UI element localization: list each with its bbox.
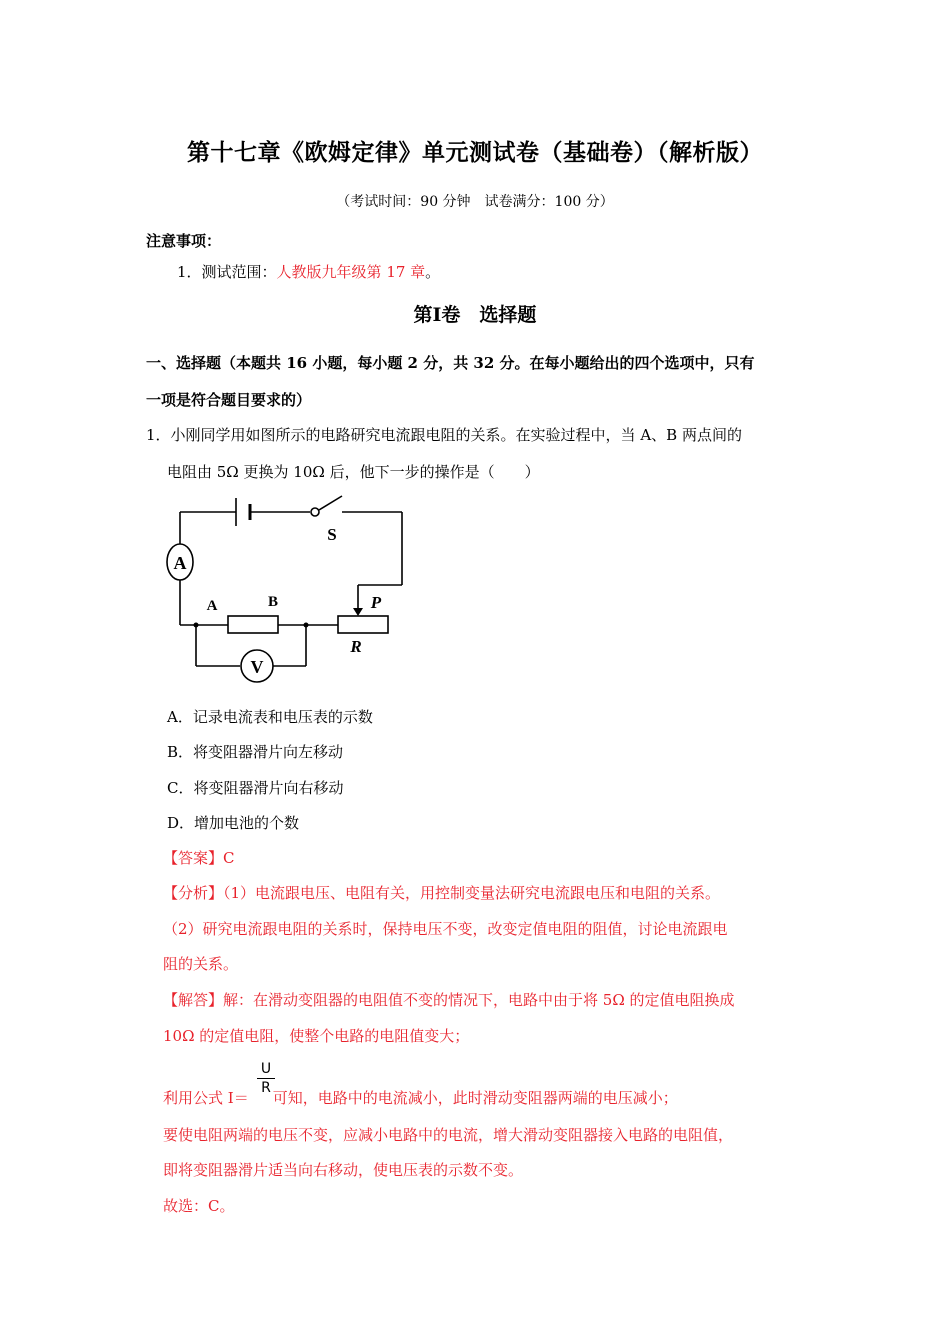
- fraction-u-over-r: [254, 1060, 278, 1097]
- formula-prefix: 利用公式 I＝: [163, 1089, 249, 1107]
- question-1-line1: 1．小刚同学用如图所示的电路研究电流跟电阻的关系。在实验过程中，当 A、B 两点间的: [146, 426, 742, 444]
- option-a: A．记录电流表和电压表的示数: [167, 708, 373, 726]
- analysis-line1: 【分析】（1）电流跟电压、电阻有关，用控制变量法研究电流跟电压和电阻的关系。: [163, 884, 721, 902]
- ammeter-label: A: [173, 553, 187, 573]
- point-a-label: A: [206, 598, 218, 614]
- exam-info: （考试时间：90 分钟 试卷满分：100 分）: [336, 194, 614, 210]
- solution-line1: 【解答】解：在滑动变阻器的电阻值不变的情况下，电路中由于将 5Ω 的定值电阻换成: [163, 991, 735, 1009]
- notice-label: 注意事项：: [146, 232, 222, 250]
- scope-highlight: 人教版九年级第 17 章: [276, 263, 426, 281]
- section-heading-line1: 一、选择题（本题共 16 小题，每小题 2 分，共 32 分。在每小题给出的四个选项中，只有: [146, 354, 755, 372]
- solution-line2: 10Ω 的定值电阻，使整个电路的电阻值变大；: [163, 1027, 470, 1045]
- rheostat-label: R: [350, 637, 362, 656]
- fraction-numerator: U: [260, 1061, 272, 1077]
- circuit-diagram: [160, 492, 410, 687]
- option-d: D．增加电池的个数: [167, 814, 300, 832]
- analysis-line2: （2）研究电流跟电阻的关系时，保持电压不变，改变定值电阻的阻值，讨论电流跟电: [163, 920, 728, 938]
- notice-item-1: [177, 261, 440, 282]
- point-b-label: B: [267, 594, 279, 610]
- part-title: 第Ⅰ卷 选择题: [413, 304, 537, 326]
- conclusion-line1: 要使电阻两端的电压不变，应减小电路中的电流，增大滑动变阻器接入电路的电阻值，: [163, 1126, 734, 1144]
- answer: 【答案】C: [163, 849, 235, 867]
- analysis-line3: 阻的关系。: [163, 955, 239, 973]
- voltmeter-label: V: [250, 657, 264, 677]
- option-c: C．将变阻器滑片向右移动: [167, 779, 344, 797]
- scope-suffix: 。: [425, 263, 441, 281]
- slider-label: P: [370, 593, 382, 612]
- conclusion-line2: 即将变阻器滑片适当向右移动，使电压表的示数不变。: [163, 1161, 524, 1179]
- formula-line: [163, 1087, 678, 1108]
- switch-label: S: [327, 525, 337, 544]
- fraction-denominator: R: [261, 1080, 271, 1096]
- section-heading-line2: 一项是符合题目要求的）: [146, 391, 312, 409]
- final-answer: 故选：C。: [163, 1197, 235, 1215]
- page-title: 第十七章《欧姆定律》单元测试卷（基础卷）（解析版）: [187, 139, 763, 166]
- scope-prefix: 1．测试范围：: [177, 263, 277, 281]
- formula-suffix: 可知，电路中的电流减小，此时滑动变阻器两端的电压减小；: [272, 1089, 678, 1107]
- option-b: B．将变阻器滑片向左移动: [167, 743, 344, 761]
- question-1-line2: 电阻由 5Ω 更换为 10Ω 后，他下一步的操作是（ ）: [167, 463, 540, 481]
